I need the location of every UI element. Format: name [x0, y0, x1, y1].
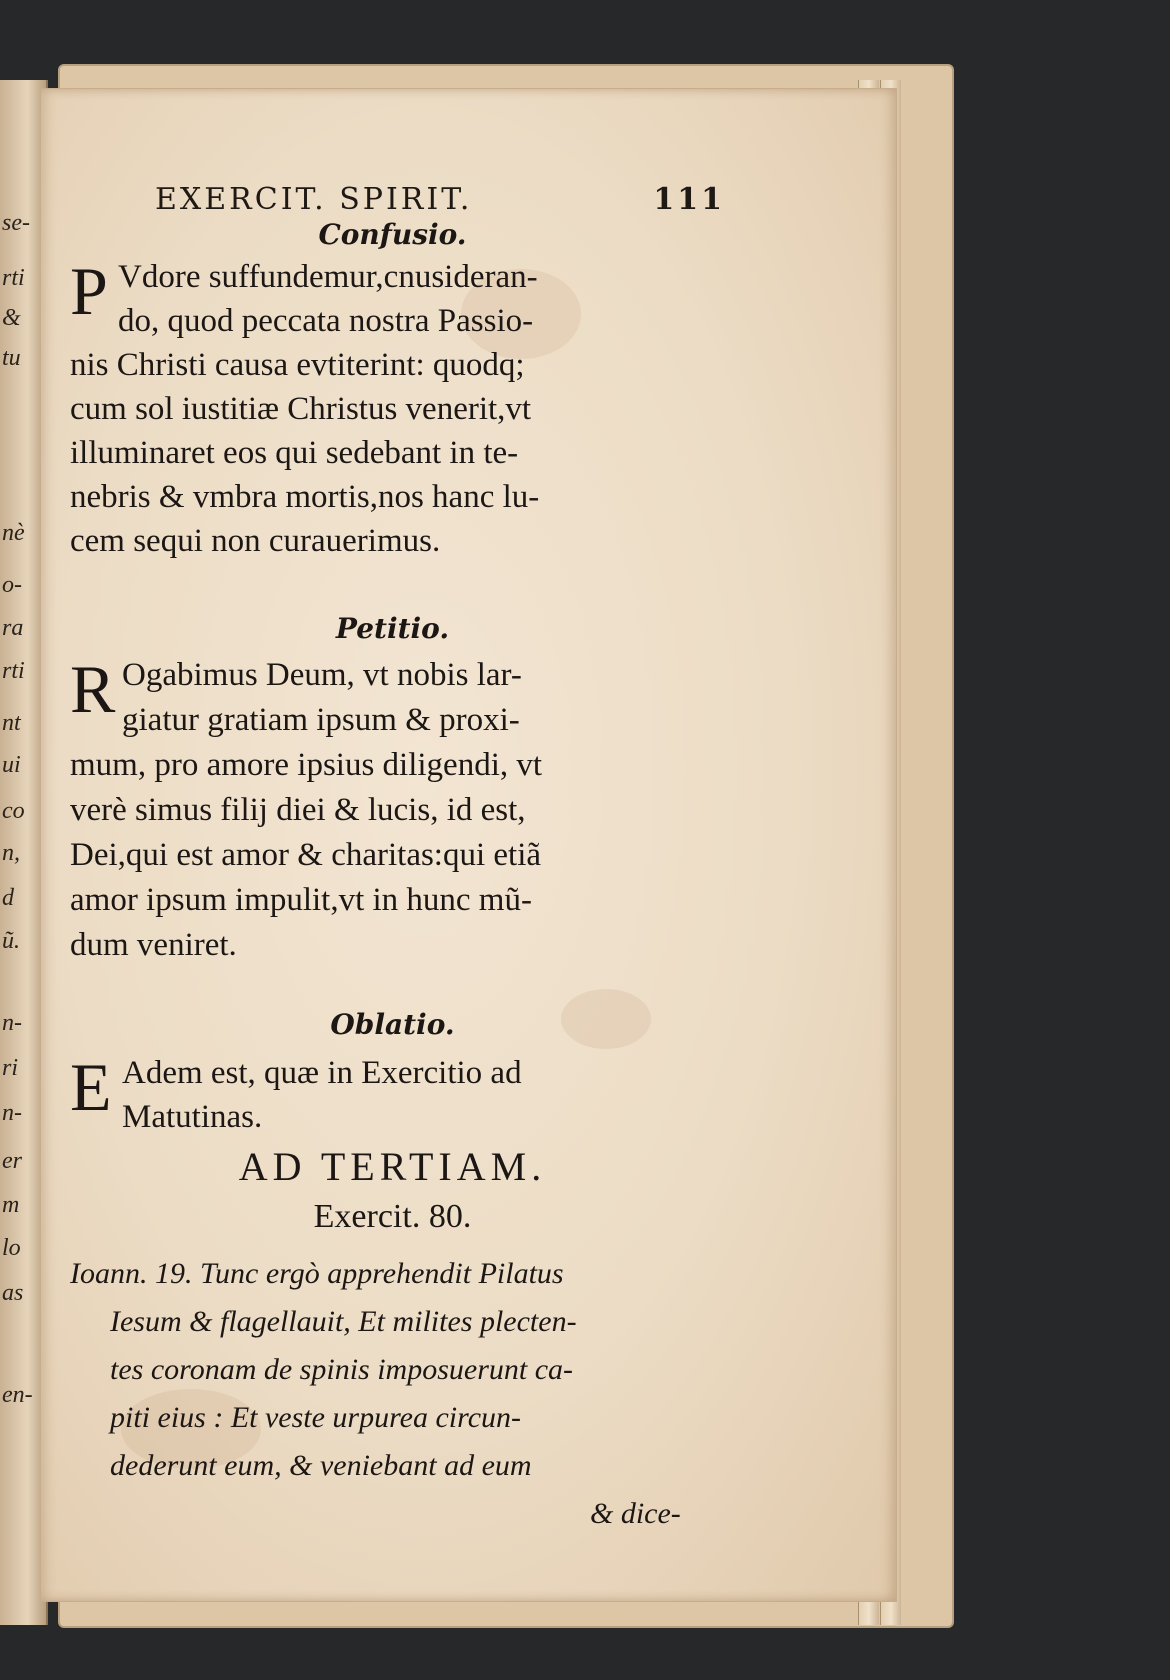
catchword: & dice- — [590, 1497, 681, 1530]
left-page-fragment: rti — [2, 658, 25, 684]
left-page-fragment: ri — [2, 1055, 19, 1081]
left-page-fragment: & — [2, 305, 21, 331]
left-page-fragment: lo — [2, 1235, 21, 1261]
heading-confusio: Confusio. — [318, 218, 467, 251]
text-line: dum veniret. — [70, 927, 237, 963]
heading-petitio: Petitio. — [335, 612, 450, 645]
dropcap-petitio: R — [70, 651, 116, 727]
page-number: 111 — [653, 182, 725, 217]
text-line: illuminaret eos qui sedebant in te- — [70, 435, 519, 471]
left-page-fragment: m — [2, 1192, 20, 1218]
running-head — [115, 182, 725, 222]
text-line: Adem est, quæ in Exercitio ad — [122, 1055, 522, 1091]
text-line: nis Christi causa evtiterint: quodq; — [70, 347, 525, 383]
left-page-fragment: se- — [2, 210, 30, 236]
left-page-fragment: rti — [2, 265, 25, 291]
left-page-fragment: ra — [2, 615, 24, 641]
running-head-title: EXERCIT. SPIRIT. — [155, 182, 473, 217]
left-page-fragment: nè — [2, 520, 25, 546]
text-line: amor ipsum impulit,vt in hunc mũ- — [70, 882, 532, 918]
text-line: cum sol iustitiæ Christus venerit,vt — [70, 391, 532, 427]
left-page-fragment: nt — [2, 710, 21, 736]
quote-line: piti eius : Et veste urpurea circun- — [110, 1401, 522, 1434]
left-page-fragment: o- — [2, 572, 22, 598]
left-page-fragment: n, — [2, 840, 20, 866]
text-line: giatur gratiam ipsum & proxi- — [122, 702, 520, 738]
left-page-fragment: er — [2, 1148, 22, 1174]
left-page-fragment: d — [2, 885, 14, 911]
heading-oblatio: Oblatio. — [330, 1008, 455, 1041]
exercit-number: Exercit. 80. — [313, 1198, 472, 1235]
text-line: verè simus filij diei & lucis, id est, — [70, 792, 526, 828]
left-page-fragment: n- — [2, 1010, 22, 1036]
quote-line: Ioann. 19. Tunc ergò apprehendit Pilatus — [70, 1257, 564, 1290]
left-page-fragment: tu — [2, 345, 21, 371]
left-page-fragment: as — [2, 1280, 24, 1306]
dropcap-oblatio: E — [70, 1049, 112, 1125]
left-page-fragment: ũ. — [2, 928, 20, 954]
quote-line: Iesum & flagellauit, Et milites plecten- — [110, 1305, 577, 1338]
text-line: Vdore suffundemur,cnusideran- — [118, 259, 538, 295]
section-title: AD TERTIAM. — [238, 1144, 547, 1189]
quote-line: dederunt eum, & veniebant ad eum — [110, 1449, 532, 1482]
text-line: do, quod peccata nostra Passio- — [118, 303, 534, 339]
text-line: mum, pro amore ipsius diligendi, vt — [70, 747, 543, 783]
text-line: Ogabimus Deum, vt nobis lar- — [122, 657, 522, 693]
dropcap-confusio: P — [70, 253, 108, 329]
left-page-fragment: co — [2, 798, 25, 824]
text-line: Matutinas. — [122, 1099, 263, 1135]
left-page-fragment: n- — [2, 1100, 22, 1126]
text-line: nebris & vmbra mortis,nos hanc lu- — [70, 479, 540, 515]
left-page-fragment: ui — [2, 752, 21, 778]
text-line: Dei,qui est amor & charitas:qui etiã — [70, 837, 542, 873]
quote-line: tes coronam de spinis imposuerunt ca- — [110, 1353, 574, 1386]
left-page-fragment: en- — [2, 1382, 33, 1408]
text-line: cem sequi non curauerimus. — [70, 523, 441, 559]
